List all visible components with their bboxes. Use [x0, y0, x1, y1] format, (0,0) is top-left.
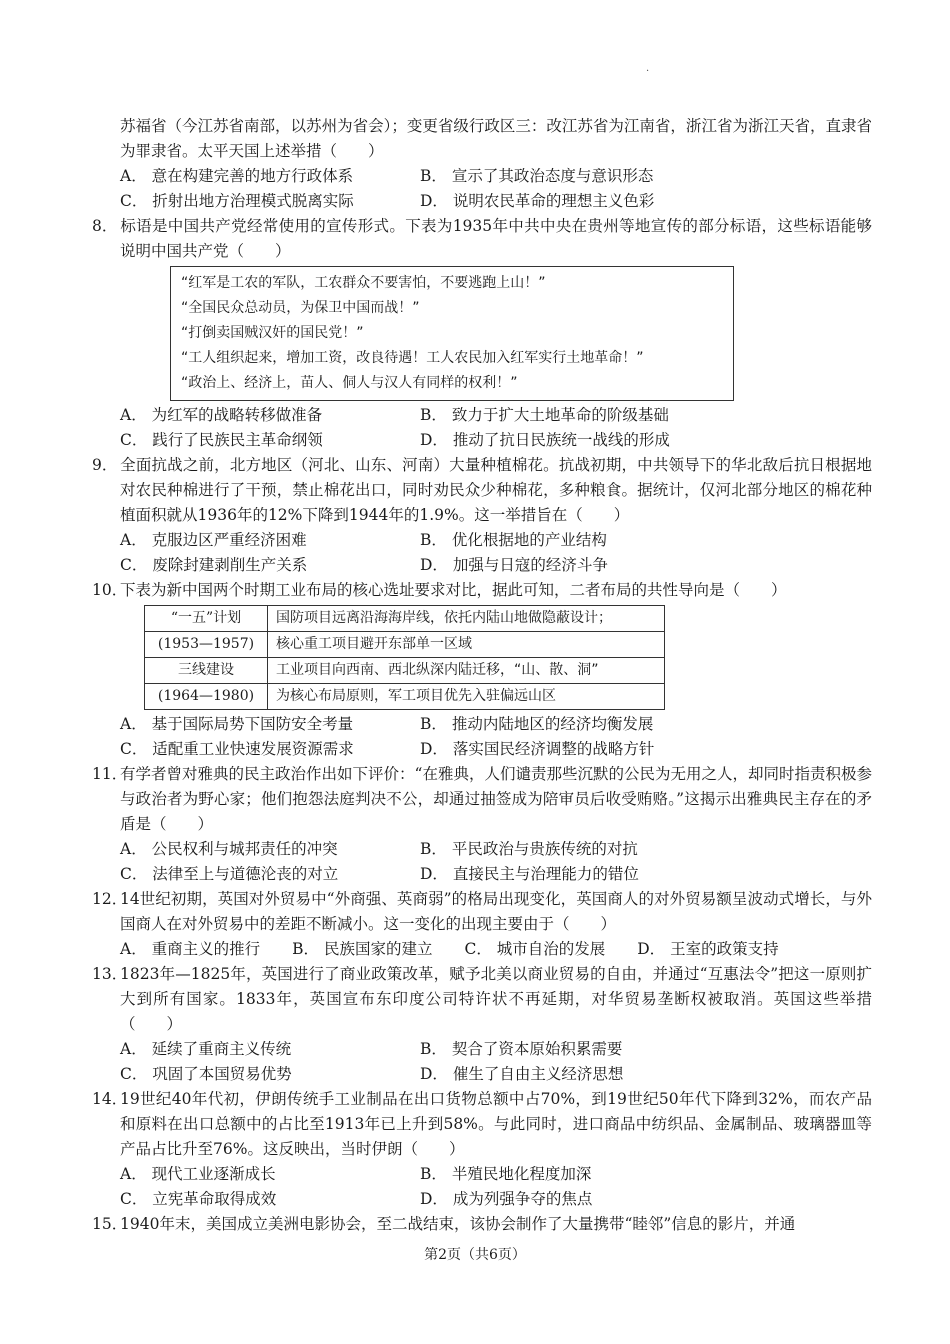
option-b[interactable]: B． 推动内陆地区的经济均衡发展	[420, 715, 654, 733]
question-text: 全面抗战之前，北方地区（河北、山东、河南）大量种植棉花。抗战初期，中共领导下的华北敌后抗日根据地对农民种棉进行了干预，禁止棉花出口，同时劝民众少种棉花，多种粮食。据统计，仅河北部分地区的棉花种植面积就从1936年的12%下降到1944年的1.9%。这一举措旨在（ ）	[120, 456, 872, 524]
question-12	[92, 887, 872, 962]
question-7-continued	[92, 114, 872, 214]
option-c[interactable]: C． 废除封建剥削生产关系	[120, 556, 308, 574]
question-14	[92, 1087, 872, 1212]
slogan: “全国民众总动员，为保卫中国而战！”	[181, 300, 420, 316]
option-list	[92, 1037, 872, 1087]
option-c[interactable]: C． 适配重工业快速发展资源需求	[120, 740, 354, 758]
option-c[interactable]: C． 法律至上与道德沦丧的对立	[120, 865, 339, 883]
option-d[interactable]: D． 王室的政策支持	[637, 940, 779, 958]
table-row	[145, 684, 665, 710]
question-8	[92, 214, 872, 453]
option-list	[92, 403, 872, 453]
question-number: 11．	[92, 765, 128, 783]
question-number: 10．	[92, 581, 128, 599]
question-number: 14．	[92, 1090, 128, 1108]
option-list	[92, 164, 872, 214]
option-a[interactable]: A． 基于国际局势下国防安全考量	[120, 715, 354, 733]
question-9	[92, 453, 872, 578]
option-a[interactable]: A． 为红军的战略转移做准备	[120, 406, 323, 424]
question-stem	[92, 887, 872, 937]
option-a[interactable]: A． 重商主义的推行	[120, 940, 261, 958]
question-text: 下表为新中国两个时期工业布局的核心选址要求对比，据此可知，二者布局的共性导向是（ ）	[120, 581, 787, 599]
option-d[interactable]: D． 落实国民经济调整的战略方针	[420, 740, 655, 758]
option-a[interactable]: A． 现代工业逐渐成长	[120, 1165, 276, 1183]
option-d[interactable]: D． 催生了自由主义经济思想	[420, 1065, 624, 1083]
question-stem	[92, 1212, 872, 1237]
option-b[interactable]: B． 优化根据地的产业结构	[420, 531, 607, 549]
question-number: 13．	[92, 965, 128, 983]
option-a[interactable]: A． 公民权利与城邦责任的冲突	[120, 840, 338, 858]
option-d[interactable]: D． 说明农民革命的理想主义色彩	[420, 192, 655, 210]
option-list	[92, 937, 872, 962]
slogan: “政治上、经济上，苗人、侗人与汉人有同样的权利！”	[181, 375, 518, 391]
period-requirement: 工业项目向西南、西北纵深内陆迁移，“山、散、洞”	[268, 658, 665, 684]
period-years: (1953—1957)	[145, 632, 268, 658]
option-a[interactable]: A． 克服边区严重经济困难	[120, 531, 307, 549]
slogan: “工人组织起来，增加工资，改良待遇！工人农民加入红军实行土地革命！”	[181, 350, 644, 366]
period-name: 三线建设	[145, 658, 268, 684]
option-d[interactable]: D． 推动了抗日民族统一战线的形成	[420, 431, 670, 449]
header-mark: ·	[646, 66, 650, 77]
period-name: “一五”计划	[145, 606, 268, 632]
question-stem	[92, 962, 872, 1037]
question-stem	[92, 1087, 872, 1162]
table-row	[145, 658, 665, 684]
question-13	[92, 962, 872, 1087]
question-text: 1823年—1825年，英国进行了商业政策改革，赋予北美以商业贸易的自由，并通过“互惠法令”把这一原则扩大到所有国家。1833年，英国宣布东印度公司特许状不再延期，对华贸易垄断权被取消。英国这些举措（ ）	[120, 965, 872, 1033]
table-row	[145, 632, 665, 658]
question-10	[92, 578, 872, 762]
option-b[interactable]: B． 契合了资本原始积累需要	[420, 1040, 623, 1058]
option-list	[92, 528, 872, 578]
period-years: (1964—1980)	[145, 684, 268, 710]
period-requirement: 核心重工项目避开东部单一区域	[268, 632, 665, 658]
option-b[interactable]: B． 民族国家的建立	[292, 940, 433, 958]
question-11	[92, 762, 872, 887]
option-d[interactable]: D． 加强与日寇的经济斗争	[420, 556, 608, 574]
option-list	[92, 712, 872, 762]
question-15	[92, 1212, 872, 1237]
slogan-box	[170, 266, 734, 401]
question-stem	[92, 214, 872, 264]
question-text: 1940年末，美国成立美洲电影协会，至二战结束，该协会制作了大量携带“睦邻”信息的影片，并通	[120, 1215, 796, 1233]
question-text: 14世纪初期，英国对外贸易中“外商强、英商弱”的格局出现变化，英国商人的对外贸易额呈波动式增长，与外国商人在对外贸易中的差距不断减小。这一变化的出现主要由于（ ）	[120, 890, 872, 933]
option-c[interactable]: C． 巩固了本国贸易优势	[120, 1065, 292, 1083]
period-requirement: 为核心布局原则，军工项目优先入驻偏远山区	[268, 684, 665, 710]
option-d[interactable]: D． 成为列强争夺的焦点	[420, 1190, 593, 1208]
question-stem	[92, 578, 872, 603]
question-number: 15．	[92, 1215, 128, 1233]
option-list	[92, 837, 872, 887]
question-text: 有学者曾对雅典的民主政治作出如下评价：“在雅典，人们谴责那些沉默的公民为无用之人，却同时指责积极参与政治者为野心家；他们抱怨法庭判决不公，却通过抽签成为陪审员后收受贿赂。”这揭示出雅典民主存在的矛盾是（ ）	[120, 765, 872, 833]
question-list	[92, 114, 872, 1237]
question-text: 19世纪40年代初，伊朗传统手工业制品在出口货物总额中占70%，到19世纪50年代下降到32%，而农产品和原料在出口总额中的占比至1913年已上升到58%。与此同时，进口商品中纺织品、金属制品、玻璃器皿等产品占比升至76%。这反映出，当时伊朗（ ）	[120, 1090, 872, 1158]
page-number-footer: 第2页（共6页）	[424, 1247, 526, 1263]
option-a[interactable]: A． 意在构建完善的地方行政体系	[120, 167, 354, 185]
option-b[interactable]: B． 致力于扩大土地革命的阶级基础	[420, 406, 669, 424]
question-number: 8．	[92, 217, 118, 235]
period-requirement: 国防项目远离沿海海岸线，依托内陆山地做隐蔽设计；	[268, 606, 665, 632]
option-b[interactable]: B． 半殖民地化程度加深	[420, 1165, 592, 1183]
comparison-table	[144, 605, 665, 710]
slogan: “红军是工农的军队，工农群众不要害怕，不要逃跑上山！”	[181, 275, 546, 291]
option-c[interactable]: C． 城市自治的发展	[464, 940, 606, 958]
option-b[interactable]: B． 宣示了其政治态度与意识形态	[420, 167, 654, 185]
question-number: 9．	[92, 456, 118, 474]
option-c[interactable]: C． 立宪革命取得成效	[120, 1190, 277, 1208]
slogan: “打倒卖国贼汉奸的国民党！”	[181, 325, 364, 341]
table-row	[145, 606, 665, 632]
option-b[interactable]: B． 平民政治与贵族传统的对抗	[420, 840, 638, 858]
option-c[interactable]: C． 践行了民族民主革命纲领	[120, 431, 323, 449]
option-a[interactable]: A． 延续了重商主义传统	[120, 1040, 292, 1058]
question-number: 12．	[92, 890, 128, 908]
question-stem	[92, 453, 872, 528]
option-c[interactable]: C． 折射出地方治理模式脱离实际	[120, 192, 354, 210]
question-stem: 苏福省（今江苏省南部，以苏州为省会）；变更省级行政区三：改江苏省为江南省，浙江省为浙江天省，直隶省为罪隶省。太平天国上述举措（ ）	[120, 117, 872, 160]
option-d[interactable]: D． 直接民主与治理能力的错位	[420, 865, 639, 883]
option-list	[92, 1162, 872, 1212]
question-text: 标语是中国共产党经常使用的宣传形式。下表为1935年中共中央在贵州等地宣传的部分标语，这些标语能够说明中国共产党（ ）	[120, 217, 872, 260]
question-stem	[92, 762, 872, 837]
